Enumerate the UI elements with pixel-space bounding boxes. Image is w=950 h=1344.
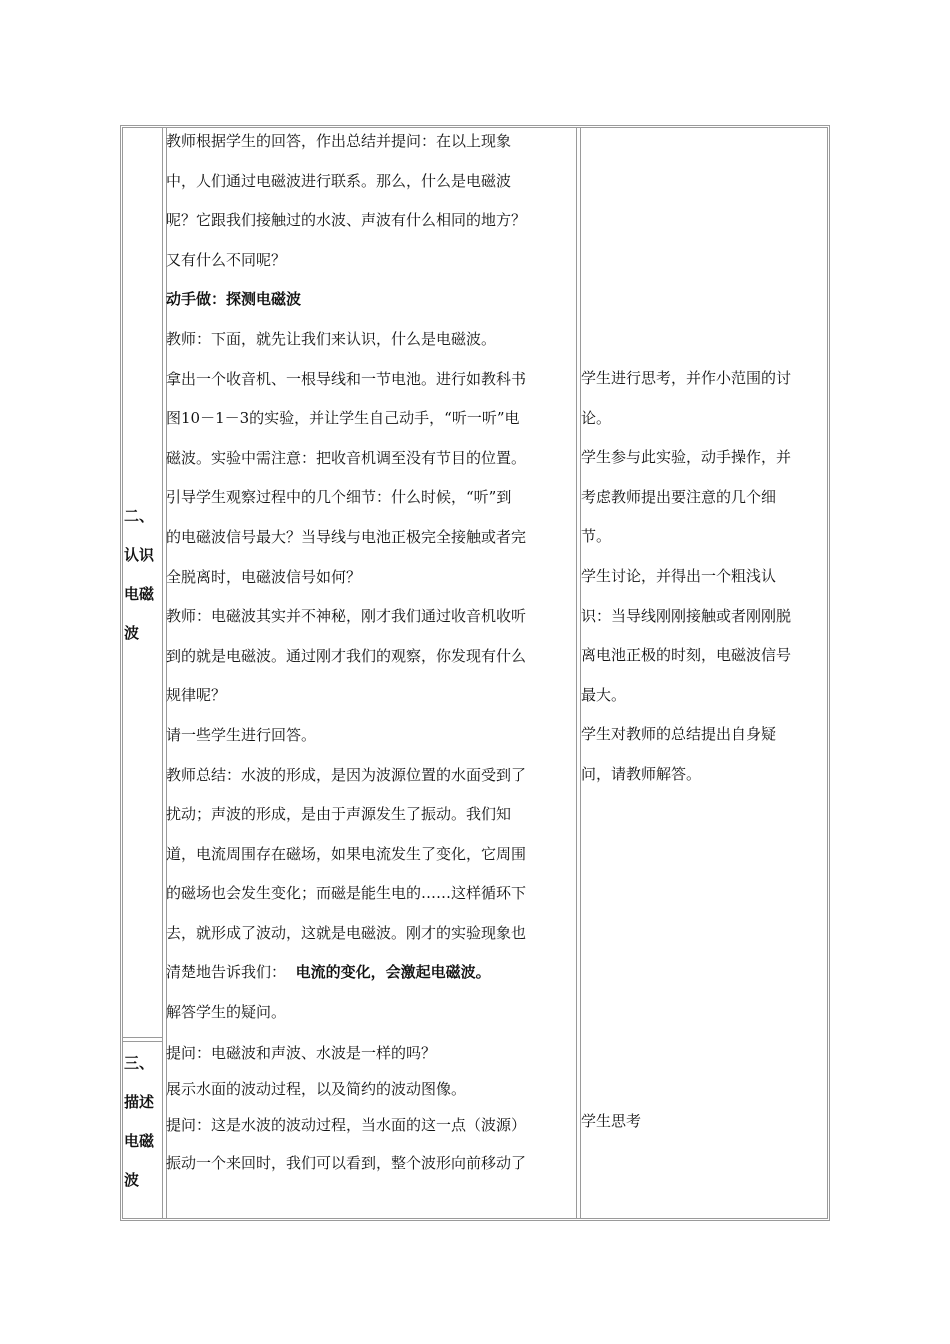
teacher-text-line: 磁波。实验中需注意：把收音机调至没有节目的位置。	[166, 448, 527, 467]
section-3-label-line: 三、	[124, 1054, 155, 1072]
student-text-line: 论。	[581, 408, 612, 427]
section-2-label-line: 电磁	[124, 585, 155, 603]
teacher-text-line: 清楚地告诉我们：	[166, 963, 287, 982]
teacher-text-line: 解答学生的疑问。	[166, 1003, 287, 1022]
section-2-label-line: 波	[124, 624, 140, 642]
row-divider-left-b	[123, 1041, 163, 1042]
teacher-text-line: 又有什么不同呢？	[166, 250, 287, 269]
teacher-text-line-with-conclusion	[166, 953, 526, 993]
teacher-text-line: 去，就形成了波动，这就是电磁波。刚才的实验现象也	[166, 923, 527, 942]
teacher-text-line: 提问：这是水波的波动过程，当水面的这一点（波源）	[166, 1116, 527, 1134]
teacher-text-line: 教师：电磁波其实并不神秘，刚才我们通过收音机收听	[166, 607, 527, 626]
teacher-text-line: 中，人们通过电磁波进行联系。那么，什么是电磁波	[166, 171, 512, 190]
teacher-text-line: 振动一个来回时，我们可以看到，整个波形向前移动了	[166, 1154, 527, 1172]
student-text-line: 识：当导线刚刚接触或者刚刚脱	[581, 606, 792, 625]
teacher-text-line: 图10－1－3的实验，并让学生自己动手，“听一听”电	[166, 409, 520, 428]
teacher-text-line: 提问：电磁波和声波、水波是一样的吗？	[166, 1044, 437, 1062]
teacher-text-line: 引导学生观察过程中的几个细节：什么时候，“听”到	[166, 488, 512, 507]
teacher-text-line: 教师根据学生的回答，作出总结并提问：在以上现象	[166, 132, 512, 150]
section-3-teacher-activity	[166, 1035, 526, 1183]
teacher-text-line: 教师：下面，就先让我们来认识，什么是电磁波。	[166, 329, 497, 348]
teacher-text-line: 教师总结：水波的形成，是因为波源位置的水面受到了	[166, 765, 527, 784]
row-divider-left	[123, 1037, 163, 1038]
teacher-text-line: 规律呢？	[166, 686, 227, 705]
section-3-label	[124, 1044, 154, 1200]
activity-heading: 动手做：探测电磁波	[166, 290, 302, 309]
section-3-label-line: 电磁	[124, 1132, 155, 1150]
student-text-line: 学生对教师的总结提出自身疑	[581, 725, 777, 744]
teacher-text-line: 的电磁波信号最大？当导线与电池正极完全接触或者完	[166, 527, 527, 546]
teacher-text-line: 全脱离时，电磁波信号如何？	[166, 567, 362, 586]
student-text-line: 学生参与此实验，动手操作，并	[581, 448, 792, 467]
student-text-line: 离电池正极的时刻，电磁波信号	[581, 646, 792, 665]
section-3-student-activity	[581, 1102, 641, 1142]
teacher-text-line: 请一些学生进行回答。	[166, 725, 317, 744]
student-text-line: 考虑教师提出要注意的几个细	[581, 487, 777, 506]
section-3-label-line: 描述	[124, 1093, 155, 1111]
student-text-line: 节。	[581, 527, 612, 546]
section-2-label-line: 认识	[124, 546, 155, 564]
teacher-text-line: 扰动；声波的形成，是由于声源发生了振动。我们知	[166, 805, 512, 824]
teacher-text-line: 的磁场也会发生变化；而磁是能生电的……这样循环下	[166, 884, 527, 903]
conclusion-text: 电流的变化，会激起电磁波。	[295, 963, 491, 982]
student-text-line: 问，请教师解答。	[581, 764, 702, 783]
student-text-line: 学生讨论，并得出一个粗浅认	[581, 566, 777, 585]
section-2-teacher-activity	[166, 122, 526, 1033]
teacher-text-line: 到的就是电磁波。通过刚才我们的观察，你发现有什么	[166, 646, 527, 665]
section-2-student-activity	[581, 359, 791, 795]
student-text-line: 最大。	[581, 685, 627, 704]
teacher-text-line: 呢？它跟我们接触过的水波、声波有什么相同的地方？	[166, 211, 527, 230]
student-text-line: 学生进行思考，并作小范围的讨	[581, 369, 792, 387]
section-2-label-line: 二、	[124, 507, 155, 525]
column-divider-1	[162, 128, 163, 1218]
teacher-text-line: 展示水面的波动过程，以及简约的波动图像。	[166, 1080, 467, 1098]
teacher-text-line: 道，电流周围存在磁场，如果电流发生了变化，它周围	[166, 844, 527, 863]
section-2-label	[124, 497, 154, 653]
section-3-label-line: 波	[124, 1171, 140, 1189]
column-divider-2	[576, 128, 577, 1218]
student-text-line: 学生思考	[581, 1112, 642, 1130]
teacher-text-line: 拿出一个收音机、一根导线和一节电池。进行如教科书	[166, 369, 527, 388]
